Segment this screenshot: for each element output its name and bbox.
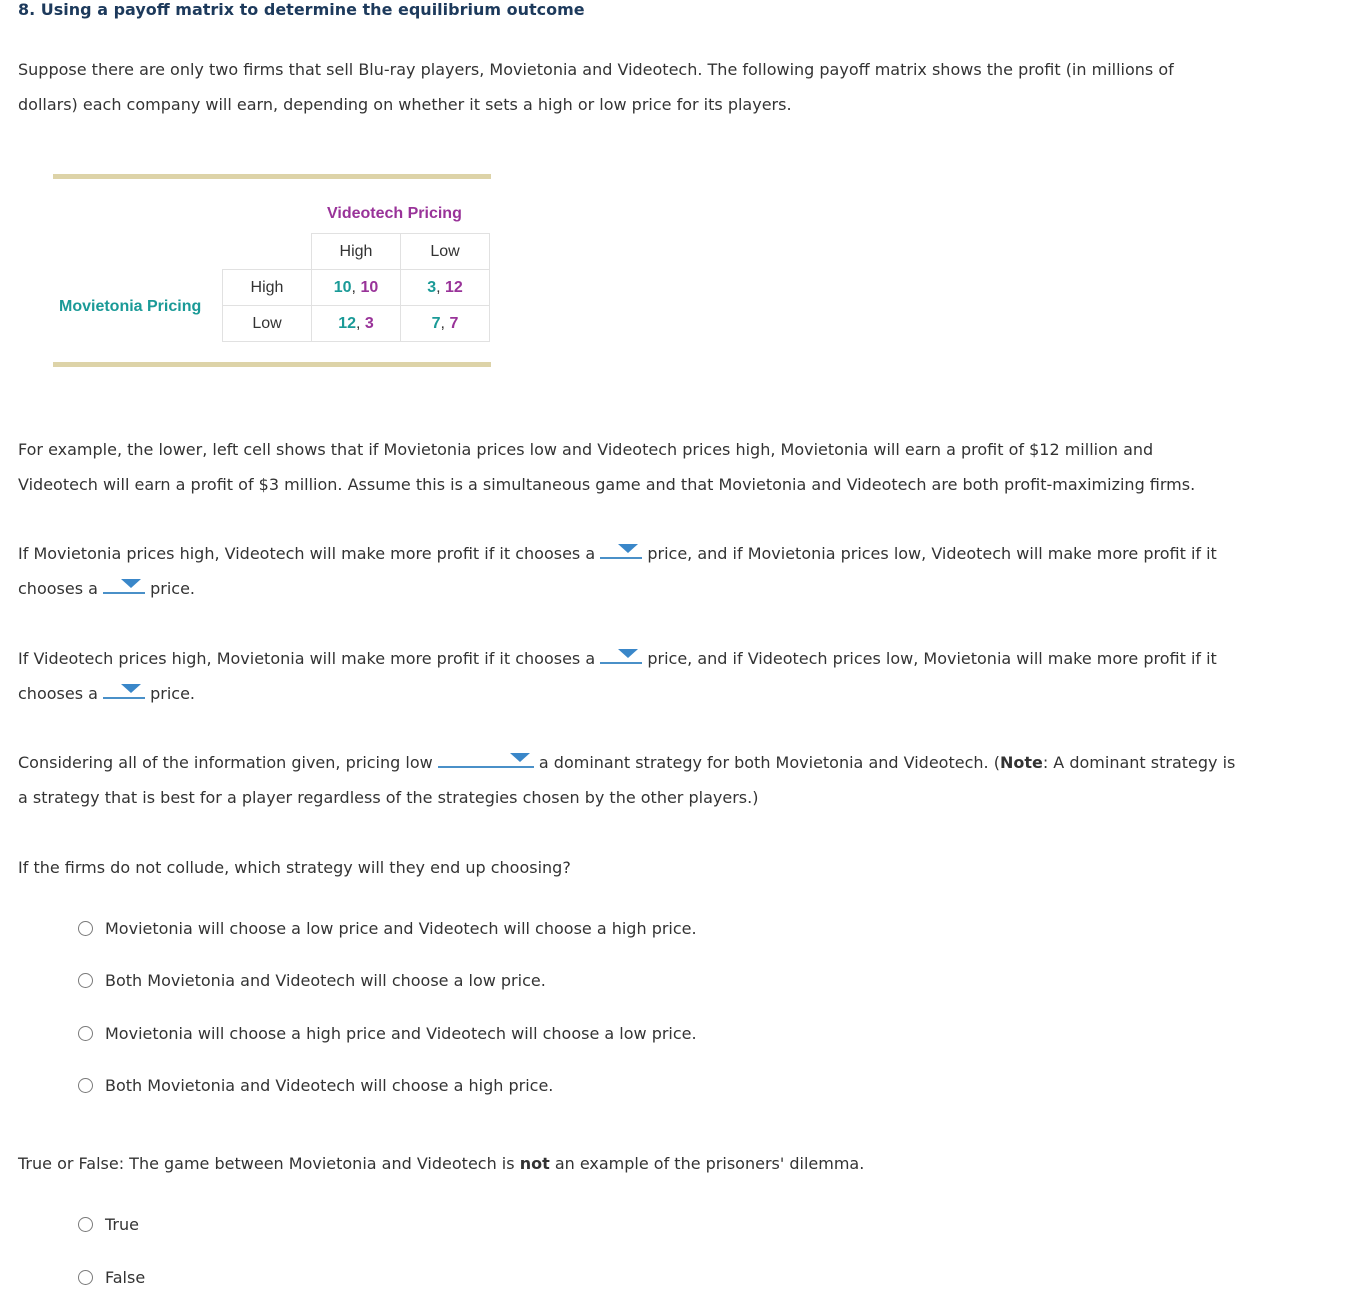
corner-cell [223,234,312,270]
q1-text-3: chooses a [18,579,98,598]
option-label: Both Movietonia and Videotech will choose a low price. [105,971,546,990]
row-player-label: Movietonia Pricing [59,298,202,315]
column-player-label: Videotech Pricing [327,205,462,222]
q3-line-2: a strategy that is best for a player regardless of the strategies chosen by the other players.) [18,788,759,807]
videotech-payoff: 3 [364,314,374,332]
q4-option-1[interactable] [78,919,697,938]
radio-empty-icon[interactable] [78,1270,93,1285]
videotech-payoff: 10 [360,278,379,296]
header-row [223,234,490,270]
q1-text-4: price. [150,579,196,598]
movietonia-payoff: 12 [338,314,356,332]
movietonia-payoff: 3 [427,278,437,296]
q2-text-1: If Videotech prices high, Movietonia will make more profit if it chooses a [18,649,596,668]
payoff-matrix [53,174,491,369]
option-label: Movietonia will choose a low price and Videotech will choose a high price. [105,919,697,938]
cell-high-high [312,270,401,306]
movietonia-payoff: 10 [333,278,352,296]
payoff-separator: , [356,314,365,332]
q2-dropdown-2[interactable] [103,683,145,699]
intro-paragraph [18,52,1354,122]
q3-text-3: : A dominant strategy is [1042,753,1236,772]
payoff-grid [222,233,490,342]
q1-text-2: price, and if Movietonia prices low, Videotech will make more profit if it [647,544,1217,563]
intro-line-1: Suppose there are only two firms that sell Blu-ray players, Movietonia and Videotech. The following payoff matrix shows the profit (in millions of [18,60,1174,79]
q3-text-2: a dominant strategy for both Movietonia and Videotech. ( [538,753,1000,772]
matrix-top-rule [53,174,491,179]
q2-text-4: price. [150,684,196,703]
question-3 [18,745,1363,815]
q5-question [18,1146,1354,1181]
q2-text-2: price, and if Videotech prices low, Movietonia will make more profit if it [647,649,1217,668]
payoff-separator: , [440,314,450,332]
q5-text-2: an example of the prisoners' dilemma. [554,1154,865,1173]
q2-dropdown-1[interactable] [600,648,642,664]
q4-option-3[interactable] [78,1024,697,1043]
q2-text-3: chooses a [18,684,98,703]
q4-option-2[interactable] [78,971,546,990]
cell-low-low [401,306,490,342]
q5-option-true[interactable] [78,1215,139,1234]
triangle-down-icon [618,649,638,658]
option-label: Movietonia will choose a high price and Videotech will choose a low price. [105,1024,697,1043]
radio-empty-icon[interactable] [78,1217,93,1232]
q5-option-false[interactable] [78,1268,145,1287]
triangle-down-icon [121,684,141,693]
q3-dropdown[interactable] [438,752,534,768]
row-header-high: High [223,270,312,306]
radio-empty-icon[interactable] [78,1026,93,1041]
question-2 [18,641,1354,711]
movietonia-payoff: 7 [431,314,441,332]
videotech-payoff: 7 [449,314,459,332]
payoff-separator: , [436,278,445,296]
q1-text-1: If Movietonia prices high, Videotech will make more profit if it chooses a [18,544,596,563]
triangle-down-icon [121,579,141,588]
q5-text-1: True or False: The game between Movietonia and Videotech is [18,1154,515,1173]
radio-empty-icon[interactable] [78,1078,93,1093]
example-paragraph [18,432,1354,502]
q4-question: If the firms do not collude, which strategy will they end up choosing? [18,858,571,877]
q3-text-1: Considering all of the information given, pricing low [18,753,433,772]
triangle-down-icon [510,753,530,762]
intro-line-2: dollars) each company will earn, depending on whether it sets a high or low price for its players. [18,95,792,114]
row-low [223,306,490,342]
q1-dropdown-1[interactable] [600,543,642,559]
payoff-separator: , [351,278,361,296]
q3-note-bold: Note [999,753,1043,772]
option-label: True [105,1215,139,1234]
cell-high-low [401,270,490,306]
row-high [223,270,490,306]
question-1 [18,536,1354,606]
example-line-1: For example, the lower, left cell shows that if Movietonia prices low and Videotech prices high, Movietonia will earn a profit of $12 million and [18,440,1154,459]
col-header-high: High [312,234,401,270]
q1-dropdown-2[interactable] [103,578,145,594]
videotech-payoff: 12 [445,278,463,296]
col-header-low: Low [401,234,490,270]
matrix-bottom-rule [53,362,491,367]
row-header-low: Low [223,306,312,342]
q4-option-4[interactable] [78,1076,553,1095]
radio-empty-icon[interactable] [78,973,93,988]
example-line-2: Videotech will earn a profit of $3 million. Assume this is a simultaneous game and that Movietonia and Videotech are both profit-maximizing firms. [18,475,1196,494]
radio-empty-icon[interactable] [78,921,93,936]
q5-bold: not [519,1154,550,1173]
triangle-down-icon [618,544,638,553]
option-label: False [105,1268,146,1287]
option-label: Both Movietonia and Videotech will choose a high price. [105,1076,554,1095]
cell-low-high [312,306,401,342]
question-title: 8. Using a payoff matrix to determine the equilibrium outcome [18,0,585,19]
